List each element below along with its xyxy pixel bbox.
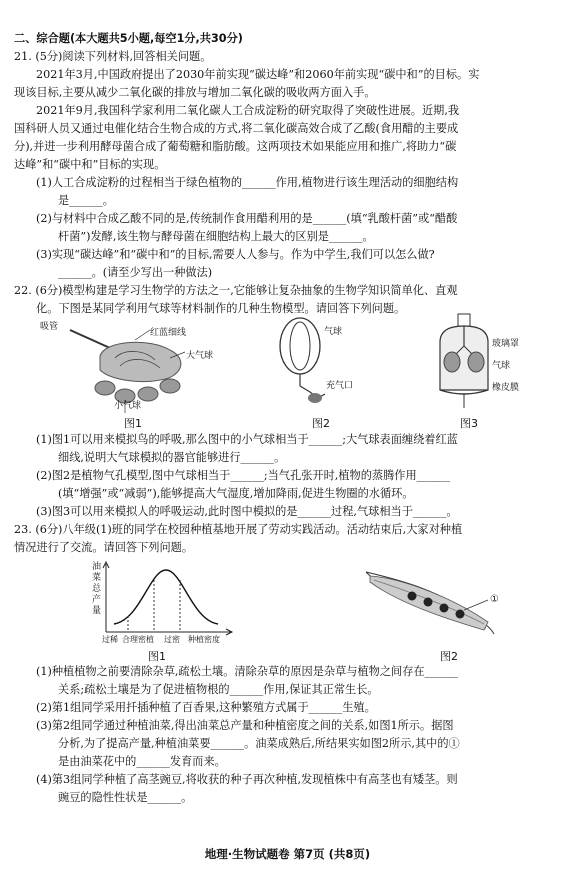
q21-line-3: 现该目标,主要从减少二氧化碳的排放与增加二氧化碳的吸收两方面入手。 [14, 86, 376, 99]
chart-xlabel: 种植密度 [188, 635, 220, 644]
q23-line-3: (1)种植植物之前要清除杂草,疏松土壤。清除杂草的原因是杂草与植物之间存在______ [36, 665, 459, 678]
page-footer: 地理·生物试题卷 第7页 (共8页) [204, 847, 371, 861]
fig1-straw-label: 吸管 [40, 322, 59, 332]
q22-line-6: (填“增强”或“减弱”),能够提高大气湿度,增加降雨,促进生物圈的水循环。 [58, 487, 414, 500]
q21-line-4: 2021年9月,我国科学家利用二氧化碳人工合成淀粉的研究取得了突破性进展。近期,我 [36, 104, 460, 117]
q21-line-13: ______。(请至少写出一种做法) [58, 266, 213, 279]
fig2-balloon-label: 气球 [324, 327, 343, 337]
q23-figure-2-caption: 图2 [440, 650, 458, 663]
fig1-line-label: 红蓝细线 [150, 328, 187, 338]
section-title: 二、综合题(本大题共5小题,每空1分,共30分) [14, 32, 243, 45]
q21-line-9: 是______。 [58, 194, 114, 207]
q21-line-10: (2)与材料中合成乙酸不同的是,传统制作食用醋利用的是______(填“乳酸杆菌”或“醋酸 [36, 212, 458, 225]
q21-line-8: (1)人工合成淀粉的过程相当于绿色植物的______作用,植物进行该生理活动的细胞结构 [36, 176, 459, 189]
q23-line-2: 情况进行了交流。请回答下列问题。 [14, 541, 194, 554]
q21-line-6: 分),并进一步利用酵母菌合成了葡萄糖和脂肪酸。这两项技术如果能应用和推广,将助力“碳 [14, 140, 457, 153]
q22-line-1: 22. (6分)模型构建是学习生物学的方法之一,它能够让复杂抽象的生物学知识简单化、直观 [14, 284, 458, 297]
q21-line-12: (3)实现“碳达峰”和“碳中和”的目标,需要人人参与。作为中学生,我们可以怎么做? [36, 248, 435, 261]
q23-figure-1-caption: 图1 [148, 650, 166, 663]
fig3-rubber-label: 橡皮膜 [492, 383, 520, 393]
q22-line-7: (3)图3可以用来模拟人的呼吸运动,此时图中模拟的是______过程,气球相当于______。 [36, 505, 458, 518]
pod-marker-1: ① [490, 594, 499, 605]
fig2-inflate-label: 充气口 [326, 381, 354, 391]
figure-3-caption: 图3 [460, 417, 478, 430]
q21-line-11: 杆菌”)发酵,该生物与酵母菌在细胞结构上最大的区别是______。 [58, 230, 374, 243]
q23-line-4: 关系;疏松土壤是为了促进植物根的______作用,保证其正常生长。 [58, 683, 379, 696]
q23-line-8: 是由油菜花中的______发育而来。 [58, 755, 226, 768]
q23-line-9: (4)第3组同学种植了高茎豌豆,将收获的种子再次种植,发现植株中有高茎也有矮茎。则 [36, 773, 458, 786]
q22-line-4: 细线,说明大气球模拟的器官能够进行______。 [58, 451, 286, 464]
q21-line-2: 2021年3月,中国政府提出了2030年前实现“碳达峰”和2060年前实现“碳中和”的目标。实 [36, 68, 480, 81]
q22-line-5: (2)图2是植物气孔模型,图中气球相当于______;当气孔张开时,植物的蒸腾作用______ [36, 469, 451, 482]
figure-1-caption: 图1 [124, 417, 142, 430]
rapeseed-pod-figure [360, 560, 510, 640]
q23-line-5: (2)第1组同学采用扦插种植了百香果,这种繁殖方式属于______生殖。 [36, 701, 376, 714]
fig1-big-balloon-label: 大气球 [186, 351, 214, 361]
q23-line-7: 分析,为了提高产量,种植油菜要______。油菜成熟后,所结果实如图2所示,其中的① [58, 737, 460, 750]
fig1-small-balloon-label: 小气球 [114, 401, 142, 411]
q21-line-5: 国科研人员又通过电催化结合生物合成的方式,将二氧化碳高效合成了乙酸(食用醋的主要成 [14, 122, 459, 135]
q22-line-2: 化。下图是某同学利用气球等材料制作的几种生物模型。请回答下列问题。 [36, 302, 406, 315]
yield-density-chart [100, 560, 240, 640]
chart-tick-dense: 过密 [164, 635, 180, 644]
chart-tick-sparse: 过稀 [102, 635, 118, 644]
figure-3-bell-jar-model [430, 312, 500, 412]
fig3-glass-label: 玻璃罩 [492, 339, 520, 349]
q22-line-3: (1)图1可以用来模拟鸟的呼吸,那么图中的小气球相当于______;大气球表面缠绕着红蓝 [36, 433, 458, 446]
figure-2-caption: 图2 [312, 417, 330, 430]
q21-line-1: 21. (5分)阅读下列材料,回答相关问题。 [14, 50, 212, 63]
q23-line-10: 豌豆的隐性性状是______。 [58, 791, 193, 804]
q23-line-1: 23. (6分)八年级(1)班的同学在校园种植基地开展了劳动实践活动。活动结束后,大家对种植 [14, 523, 463, 536]
chart-tick-reasonable: 合理密植 [122, 635, 154, 644]
chart-ylabel: 油菜总产量 [92, 562, 102, 616]
fig3-balloon-label: 气球 [492, 361, 511, 371]
q23-line-6: (3)第2组同学通过种植油菜,得出油菜总产量和种植密度之间的关系,如图1所示。据图 [36, 719, 454, 732]
q21-line-7: 达峰”和“碳中和”目标的实现。 [14, 158, 166, 171]
